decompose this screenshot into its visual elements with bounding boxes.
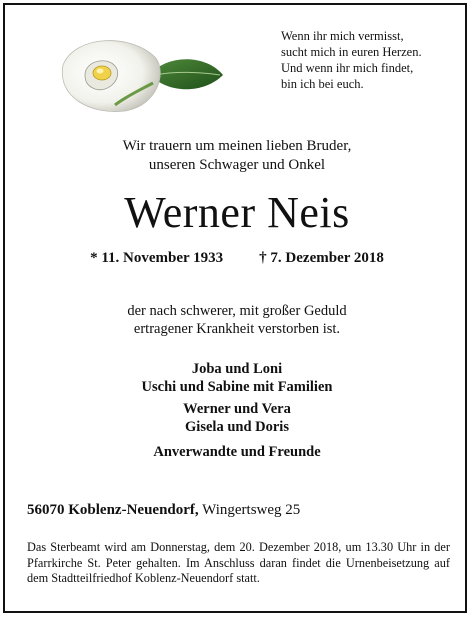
address — [27, 502, 300, 519]
poem-line: bin ich bei euch. — [281, 77, 364, 91]
mourners-list — [0, 360, 474, 461]
calla-lily-image — [55, 35, 225, 115]
intro-line-2: unseren Schwager und Onkel — [148, 157, 326, 173]
address-city: 56070 Koblenz-Neuendorf, — [27, 502, 199, 518]
cause-text — [0, 302, 474, 338]
mourner: Uschi und Sabine mit Familien — [141, 379, 333, 395]
funeral-notice: Das Sterbeamt wird am Donnerstag, dem 20. Dezember 2018, um 13.30 Uhr in der Pfarrkirche St. Peter gehalten. Im Anschluss daran findet die Urnenbeisetzung auf dem Stadtteilfriedhof Koblenz-Neuendorf statt. — [27, 540, 450, 585]
mourner: Anverwandte und Freunde — [153, 444, 321, 460]
poem-line: Wenn ihr mich vermisst, — [281, 29, 404, 43]
poem-line: Und wenn ihr mich findet, — [281, 61, 414, 75]
mourner: Joba und Loni — [191, 361, 283, 377]
mourner: Gisela und Doris — [185, 419, 289, 435]
mourner: Werner und Vera — [183, 401, 291, 417]
deceased-name: Werner Neis — [124, 188, 350, 237]
birth-date: * 11. November 1933 — [90, 250, 224, 266]
poem-line: sucht mich in euren Herzen. — [281, 45, 422, 59]
address-street: Wingertsweg 25 — [202, 502, 301, 518]
cause-line-2: ertragener Krankheit verstorben ist. — [133, 321, 341, 337]
intro-line-1: Wir trauern um meinen lieben Bruder, — [122, 138, 352, 154]
poem — [281, 28, 466, 92]
life-dates — [0, 250, 474, 267]
death-date: † 7. Dezember 2018 — [259, 250, 384, 266]
cause-line-1: der nach schwerer, mit großer Geduld — [127, 303, 347, 319]
intro-text — [0, 137, 474, 175]
